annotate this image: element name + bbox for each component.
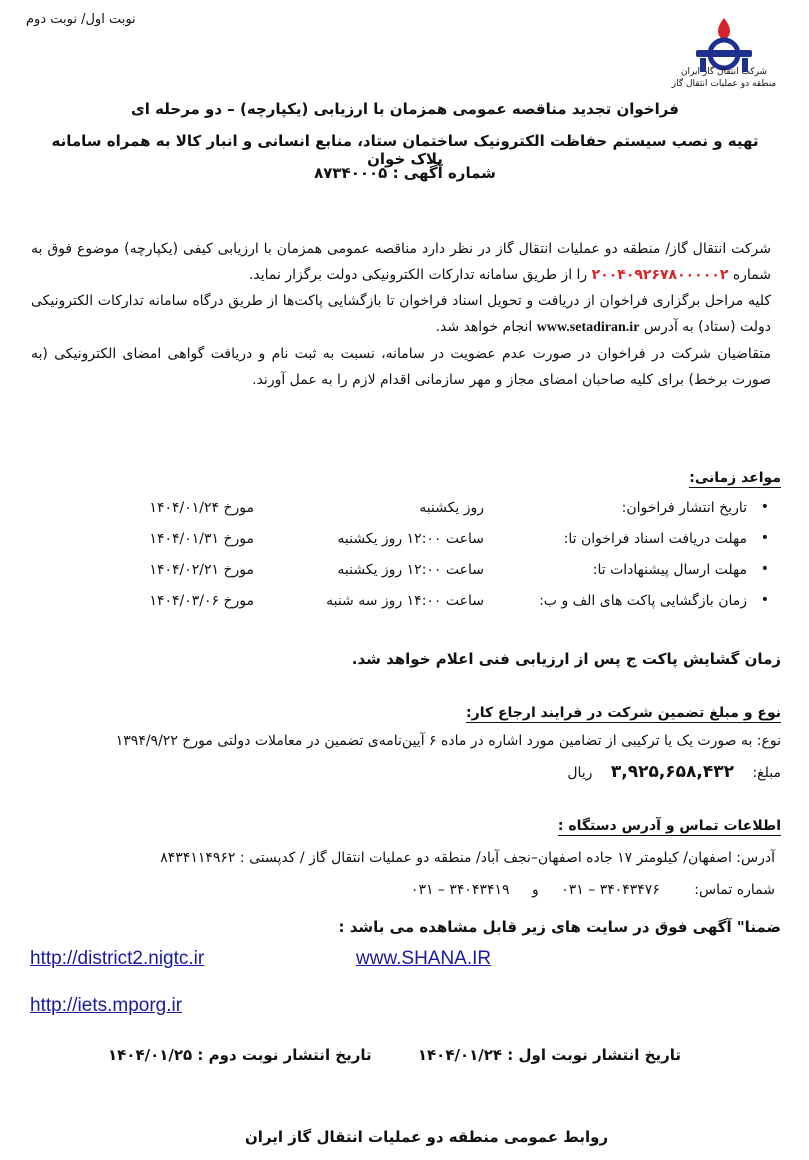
nigtc-flame-logo-icon	[676, 14, 772, 104]
schedule-row	[29, 497, 769, 528]
schedule-label: مهلت ارسال پیشنهادات تا:	[592, 562, 747, 578]
schedule-row	[29, 559, 769, 590]
shana-link[interactable]: www.SHANA.IR	[356, 948, 492, 969]
schedule-row	[29, 528, 769, 559]
intro-p2-start: کلیه مراحل برگزاری فراخوان از دریافت و تحویل اسناد فراخوان تا بازگشایی پاکت‌ها از طریق درگاه سامانه تدارکات الکترونیکی دولت (ستاد) به آدرس	[31, 293, 771, 335]
schedule-date: مورخ ۱۴۰۴/۰۱/۲۴	[149, 500, 254, 516]
schedule-day: ساعت ۱۲:۰۰ روز یکشنبه	[337, 531, 484, 547]
title-line-2: تهیه و نصب سیستم حفاظت الکترونیک ساختمان ستاد، منابع انسانی و انبار کالا به همراه سامانه پلاک خوان	[51, 132, 759, 168]
envelope-c-note: زمان گشایش پاکت ج پس از ارزیابی فنی اعلام خواهد شد.	[351, 650, 781, 668]
schedule-date: مورخ ۱۴۰۴/۰۱/۳۱	[149, 531, 254, 547]
schedule-heading: مواعد زمانی:	[689, 470, 781, 486]
intro-p2-end: انجام خواهد شد.	[435, 319, 533, 335]
guarantee-heading: نوع و مبلغ تضمین شرکت در فرایند ارجاع کار:	[466, 705, 781, 721]
schedule-day: روز یکشنبه	[419, 500, 484, 516]
district2-link[interactable]: http://district2.nigtc.ir	[30, 948, 205, 969]
schedule-label: زمان بازگشایی پاکت های الف و ب:	[539, 593, 747, 609]
top-note: نوبت اول/ نوبت دوم	[26, 12, 136, 27]
phone-number-2: ۳۴۰۴۳۴۱۹ – ۰۳۱	[410, 882, 510, 898]
title-line-1: فراخوان تجدید مناقصه عمومی همزمان با ارزیابی (یکپارچه) – دو مرحله ای	[131, 100, 679, 118]
contact-heading: اطلاعات تماس و آدرس دستگاه :	[557, 818, 781, 834]
schedule-list	[29, 497, 769, 621]
phone-label: شماره تماس:	[694, 882, 775, 898]
bullet-icon: •	[760, 561, 769, 577]
notice-number: شماره آگهی : ۸۷۳۴۰۰۰۵	[314, 164, 496, 182]
logo-caption-line1: شرکت انتقال گاز ایران	[680, 67, 768, 77]
publication-second: تاریخ انتشار نوبت دوم : ۱۴۰۴/۰۱/۲۵	[108, 1046, 372, 1064]
intro-paragraph	[31, 236, 771, 393]
phone-and: و	[532, 882, 539, 898]
phone-number-1: ۳۴۰۴۳۴۷۶ – ۰۳۱	[561, 882, 660, 898]
intro-p1-start: شرکت انتقال گاز/ منطقه دو عملیات انتقال گاز در نظر دارد مناقصه عمومی همزمان با ارزیابی کیفی (یکپارچه) موضوع فوق به شماره	[31, 241, 771, 283]
guarantee-amount-row	[567, 762, 781, 782]
schedule-date: مورخ ۱۴۰۴/۰۳/۰۶	[149, 593, 254, 609]
schedule-row	[29, 590, 769, 621]
tender-number: ۲۰۰۴۰۹۲۶۷۸۰۰۰۰۰۲	[591, 267, 729, 283]
bullet-icon: •	[760, 499, 769, 515]
schedule-label: تاریخ انتشار فراخوان:	[621, 500, 747, 516]
bullet-icon: •	[760, 592, 769, 608]
intro-p1-end: را از طریق سامانه تدارکات الکترونیکی دولت برگزار نماید.	[248, 267, 588, 283]
logo-caption-line2: منطقه دو عملیات انتقال گاز	[671, 79, 777, 89]
sites-heading: ضمنا" آگهی فوق در سایت های زیر قابل مشاهده می باشد :	[338, 918, 781, 936]
publication-first: تاریخ انتشار نوبت اول : ۱۴۰۴/۰۱/۲۴	[417, 1046, 681, 1064]
schedule-date: مورخ ۱۴۰۴/۰۲/۲۱	[149, 562, 254, 578]
guarantee-currency: ریال	[567, 765, 593, 781]
logo-caption	[664, 66, 784, 90]
contact-address: آدرس: اصفهان/ کیلومتر ۱۷ جاده اصفهان–نجف آباد/ منطقه دو عملیات انتقال گاز / کدپستی : ۸۴۳۴۱۱۴۹۶۲	[160, 850, 775, 866]
schedule-label: مهلت دریافت اسناد فراخوان تا:	[563, 531, 747, 547]
schedule-day: ساعت ۱۲:۰۰ روز یکشنبه	[337, 562, 484, 578]
intro-p3: متقاضیان شرکت در فراخوان در صورت عدم عضویت در سامانه، نسبت به ثبت نام و دریافت گواهی امضای الکترونیکی (به صورت برخط) برای کلیه صاحبان امضای مجاز و مهر سازمانی اقدام لازم را به عمل آورند.	[31, 346, 771, 388]
guarantee-type: نوع: به صورت یک یا ترکیبی از تضامین مورد اشاره در ماده ۶ آیین‌نامه‌ی تضمین در معاملات دولتی مورخ ۱۳۹۴/۹/۲۲	[115, 733, 781, 749]
iets-link[interactable]: http://iets.mporg.ir	[30, 995, 183, 1016]
setadiran-url[interactable]: www.setadiran.ir	[536, 320, 640, 335]
guarantee-amount-label: مبلغ:	[752, 765, 781, 781]
schedule-day: ساعت ۱۴:۰۰ روز سه شنبه	[326, 593, 484, 609]
contact-phones	[411, 882, 775, 898]
guarantee-amount: ۳,۹۲۵,۶۵۸,۴۳۲	[610, 762, 735, 782]
bullet-icon: •	[760, 530, 769, 546]
signature: روابط عمومی منطقه دو عملیات انتقال گاز ایران	[245, 1128, 609, 1146]
